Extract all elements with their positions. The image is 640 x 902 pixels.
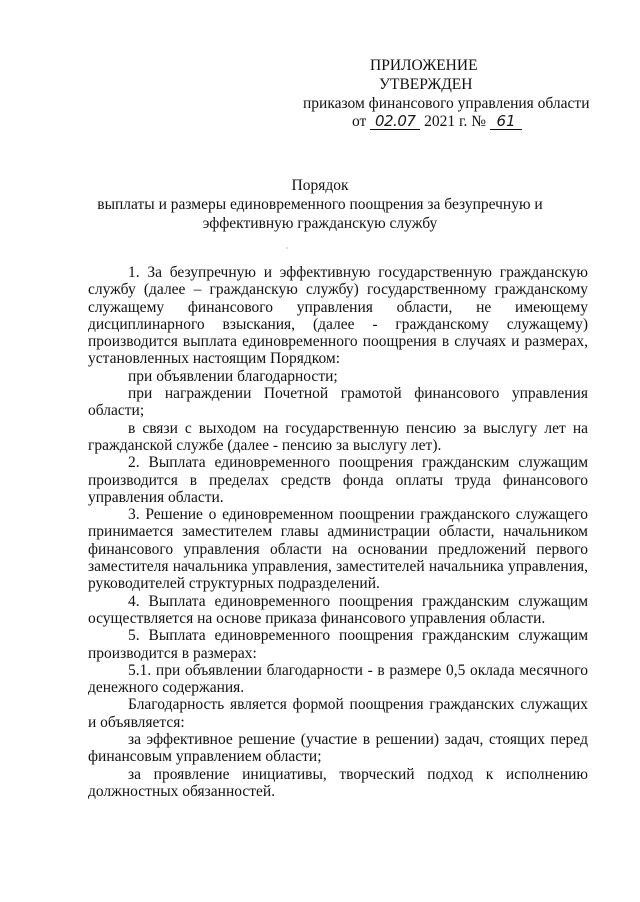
title-line-2: выплаты и размеры единовременного поощрения за безупречную и xyxy=(97,196,543,213)
paragraph: за проявление инициативы, творческий подход к исполнению должностных обязанностей. xyxy=(88,765,588,800)
paragraph: 4. Выплата единовременного поощрения гражданским служащим осуществляется на основе приказа финансового управления области. xyxy=(88,592,588,627)
paragraph: при награждении Почетной грамотой финансового управления области; xyxy=(88,385,588,420)
document-body xyxy=(88,264,588,800)
scan-speck xyxy=(286,247,288,249)
paragraph: за эффективное решение (участие в решении) задач, стоящих перед финансовым управлением области; xyxy=(88,731,588,766)
order-reference: приказом финансового управления области xyxy=(303,95,590,112)
title-line-3: эффективную гражданскую службу xyxy=(202,215,438,232)
title-line-1: Порядок xyxy=(291,177,349,194)
paragraph: 2. Выплата единовременного поощрения гражданским служащим производится в пределах средств фонда оплаты труда финансового управления области. xyxy=(88,454,588,506)
appendix-label: ПРИЛОЖЕНИЕ xyxy=(370,57,478,74)
paragraph: в связи с выходом на государственную пенсию за выслугу лет на гражданской службе (далее - пенсию за выслугу лет). xyxy=(88,419,588,454)
paragraph: при объявлении благодарности; xyxy=(128,367,338,385)
paragraph: Благодарность является формой поощрения гражданских служащих и объявляется: xyxy=(88,696,588,731)
paragraph: 1. За безупречную и эффективную государственную гражданскую службу (далее – гражданскую службу) государственному гражданскому служащему финансового управления области, не имеющему дисциплинарного взыскания, (далее - гражданскому служащему) производится выплата единовременного поощрения в случаях и размерах, установленных настоящим Порядком: xyxy=(88,264,588,368)
paragraph: 3. Решение о единовременном поощрении гражданского служащего принимается заместителем главы администрации области, начальником финансового управления области на основании предложений первого заместителя начальника управления, заместителей начальника управления, руководителей структурных подразделений. xyxy=(88,506,588,593)
paragraph: 5.1. при объявлении благодарности - в размере 0,5 оклада месячного денежного содержания. xyxy=(88,661,588,697)
approved-label: УТВЕРЖДЕН xyxy=(379,76,473,93)
order-date-line xyxy=(352,112,522,131)
paragraph: 5. Выплата единовременного поощрения гражданским служащим производится в размерах: xyxy=(88,627,588,662)
handwritten-date: 02.07 xyxy=(370,113,420,130)
year-and-number-label: 2021 г. № xyxy=(424,113,487,130)
handwritten-number: 61 xyxy=(490,113,522,130)
date-prefix: от xyxy=(352,113,367,130)
document-title xyxy=(60,176,580,233)
